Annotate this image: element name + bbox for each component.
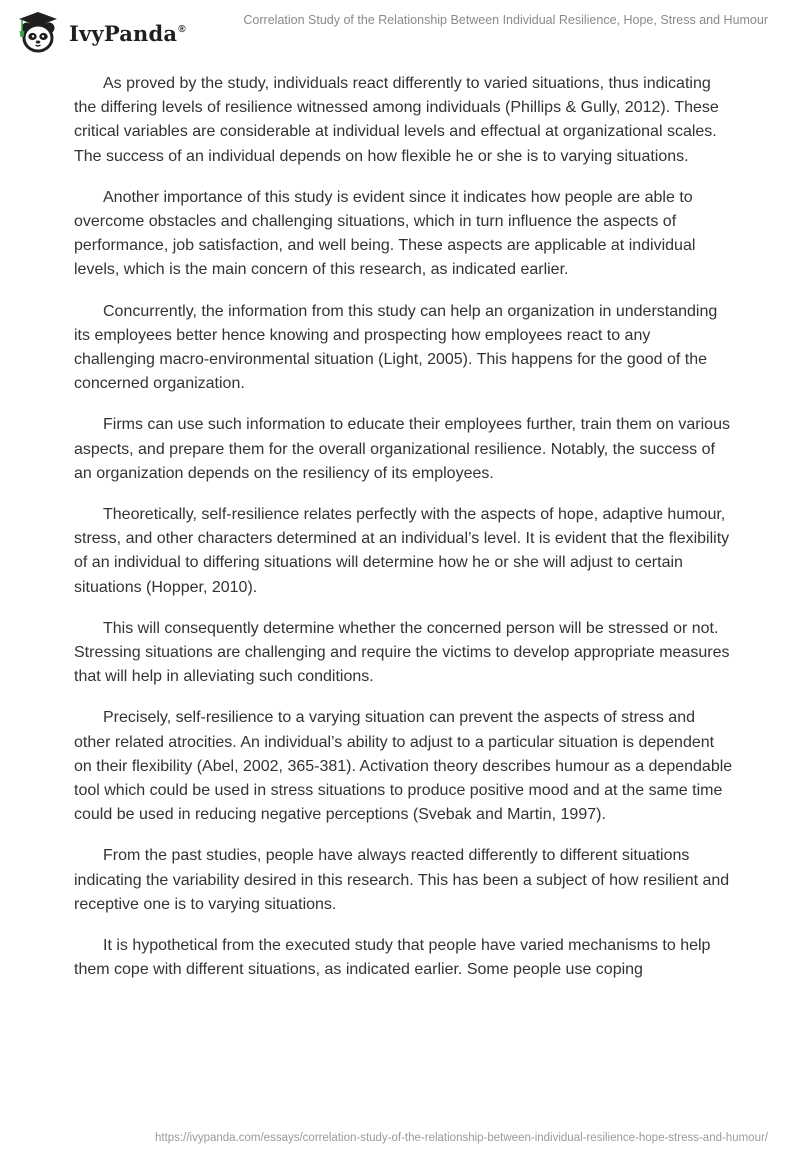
paragraph: It is hypothetical from the executed study that people have varied mechanisms to help them cope with different situations, as indicated earlier. Some people use coping bbox=[74, 937, 711, 979]
brand-name: IvyPanda® bbox=[69, 20, 186, 46]
document-title: Correlation Study of the Relationship Between Individual Resilience, Hope, Stress and Humour bbox=[243, 13, 768, 27]
source-url[interactable]: https://ivypanda.com/essays/correlation-study-of-the-relationship-between-individual-resilience-hope-stress-and-humour/ bbox=[155, 1132, 768, 1144]
paragraph: As proved by the study, individuals react differently to varied situations, thus indicating the differing levels of resilience witnessed among individuals (Phillips & Gully, 2012). These critical variables are considerable at individual levels and effectual at organizational scales. The success of an individual depends on how flexible he or she is to varying situations. bbox=[74, 75, 719, 165]
paragraph: Theoretically, self-resilience relates perfectly with the aspects of hope, adaptive humour, stress, and other characters determined at an individual’s level. It is evident that the flexibility of an individual to differing situations will determine how he or she will adjust to certain situations (Hopper, 2010). bbox=[74, 506, 730, 596]
page-header bbox=[0, 0, 800, 60]
ivypanda-logo[interactable] bbox=[14, 8, 186, 56]
registered-mark: ® bbox=[178, 23, 186, 35]
paragraph: This will consequently determine whether the concerned person will be stressed or not. Stressing situations are challenging and require the victims to develop appropriate measures that will help in alleviating such conditions. bbox=[74, 619, 730, 686]
essay-body bbox=[74, 72, 734, 1000]
paragraph: Precisely, self-resilience to a varying situation can prevent the aspects of stress and other related atrocities. An individual’s ability to adjust to a particular situation is dependent on their flexibility (Abel, 2002, 365-381). Activation theory describes humour as a dependable tool which could be used in stress situations to produce positive mood and at the same time could be used in reducing negative perceptions (Svebak and Martin, 1997). bbox=[74, 709, 733, 824]
paragraph: Concurrently, the information from this study can help an organization in understanding its employees better hence knowing and prospecting how employees react to any challenging macro-environmental situation (Light, 2005). This happens for the good of the concerned organization. bbox=[74, 302, 718, 393]
paragraph: Firms can use such information to educate their employees further, train them on various aspects, and prepare them for the overall organizational resilience. Notably, the success of an organization depends on the resiliency of its employees. bbox=[74, 416, 730, 482]
paragraph: Another importance of this study is evident since it indicates how people are able to overcome obstacles and challenging situations, which in turn influence the aspects of performance, job satisfaction, and well being. These aspects are applicable at individual levels, which is the main concern of this research, as indicated earlier. bbox=[74, 188, 696, 279]
panda-graduation-cap-icon bbox=[14, 8, 62, 56]
paragraph: From the past studies, people have always reacted differently to different situations indicating the variability desired in this research. This has been a subject of how resilient and receptive one is to varying situations. bbox=[74, 847, 730, 913]
